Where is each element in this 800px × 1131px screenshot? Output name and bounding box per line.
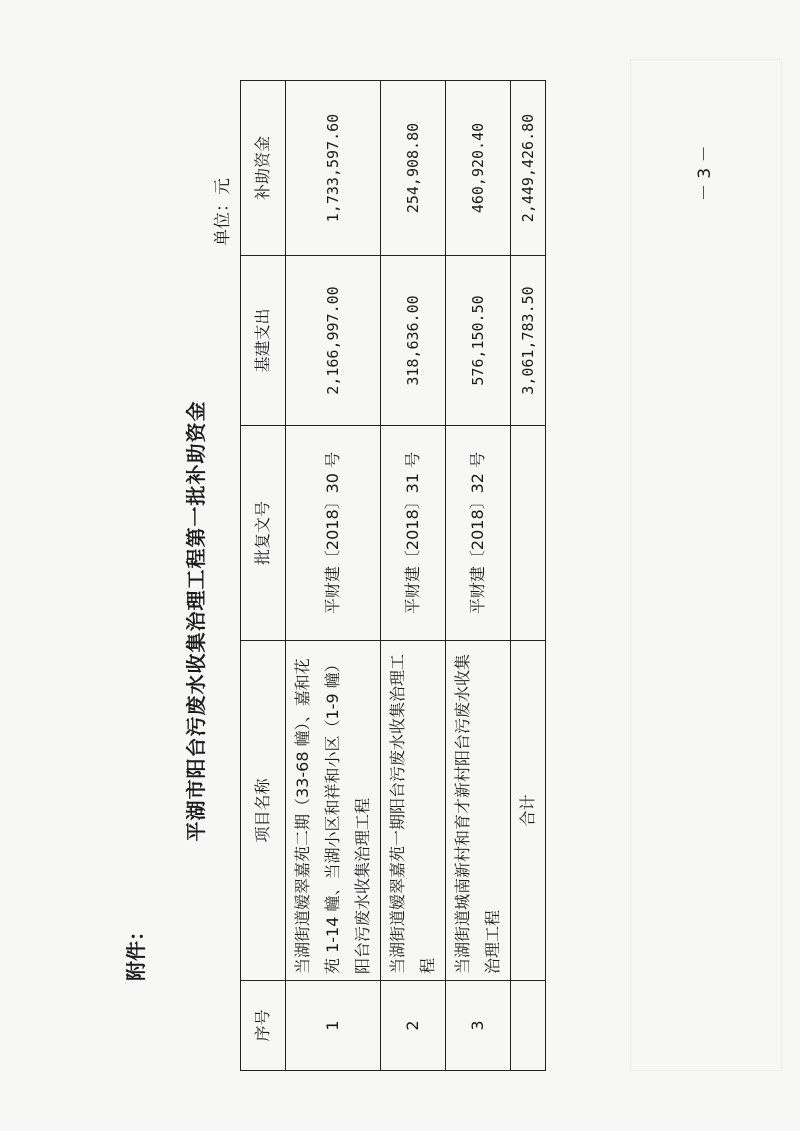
page-number: － 3 －: [695, 145, 715, 201]
header-name: 项目名称: [241, 641, 286, 981]
total-capex: 3,061,783.50: [511, 256, 546, 426]
cell-capex: 2,166,997.00: [286, 256, 381, 426]
bleed-through-shadow: [630, 59, 782, 1071]
unit-label: 单位：元: [213, 178, 233, 246]
total-subsidy: 2,449,426.80: [511, 81, 546, 256]
table-header-row: [241, 81, 286, 1071]
cell-name: 当湖街道城南新村和育才新村阳台污废水收集治理工程: [446, 641, 511, 981]
cell-seq: 3: [446, 981, 511, 1071]
cell-name: 当湖街道嫒翠嘉苑二期（33-68 幢）、嘉和花苑 1-14 幢、当湖小区和祥和小区（1-9 幢）阳台污废水收集治理工程: [286, 641, 381, 981]
cell-doc: 平财建〔2018〕30 号: [286, 426, 381, 641]
total-label: 合计: [511, 641, 546, 981]
header-doc: 批复文号: [241, 426, 286, 641]
cell-name: 当湖街道嫒翠嘉苑一期阳台污废水收集治理工程: [381, 641, 446, 981]
table-total-row: [511, 81, 546, 1071]
document-title: 平湖市阳台污废水收集治理工程第一批补助资金: [184, 400, 208, 842]
cell-seq-empty: [511, 981, 546, 1071]
attachment-label: 附件：: [124, 921, 148, 981]
cell-capex: 318,636.00: [381, 256, 446, 426]
cell-capex: 576,150.50: [446, 256, 511, 426]
cell-doc: 平财建〔2018〕32 号: [446, 426, 511, 641]
header-subsidy: 补助资金: [241, 81, 286, 256]
header-seq: 序号: [241, 981, 286, 1071]
cell-seq: 1: [286, 981, 381, 1071]
cell-seq: 2: [381, 981, 446, 1071]
cell-subsidy: 460,920.40: [446, 81, 511, 256]
header-capex: 基建支出: [241, 256, 286, 426]
table-row: [286, 81, 381, 1071]
subsidy-table: [240, 80, 546, 1071]
cell-subsidy: 254,908.80: [381, 81, 446, 256]
table-row: [446, 81, 511, 1071]
cell-doc: 平财建〔2018〕31 号: [381, 426, 446, 641]
cell-doc-empty: [511, 426, 546, 641]
table-row: [381, 81, 446, 1071]
cell-subsidy: 1,733,597.60: [286, 81, 381, 256]
